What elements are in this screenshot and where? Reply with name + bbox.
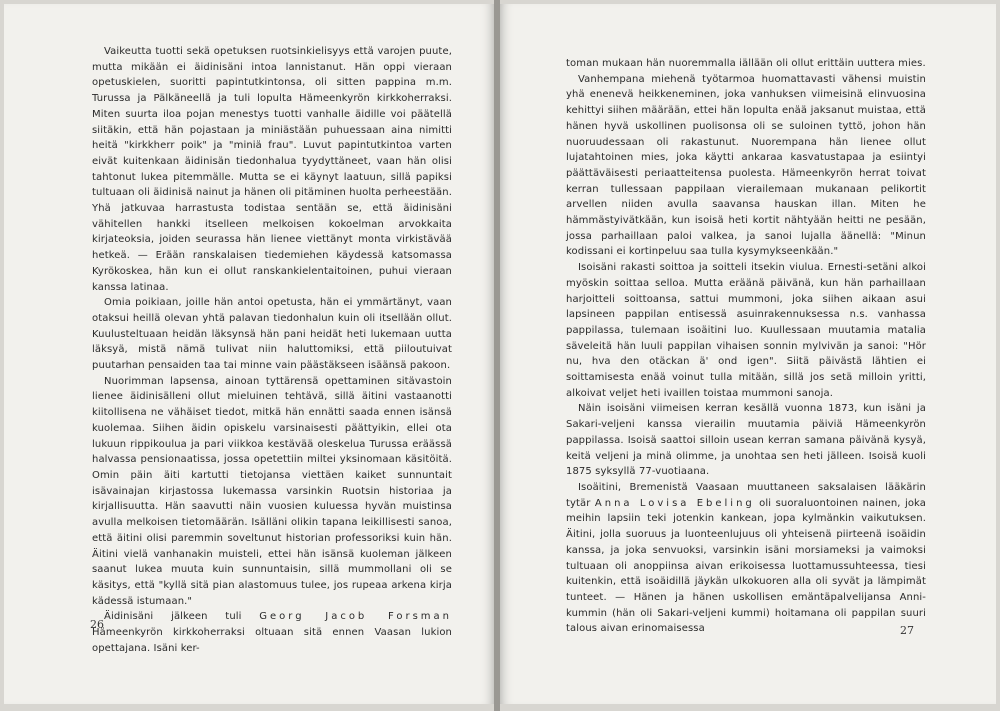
paragraph: [92, 609, 452, 656]
right-page: [500, 4, 996, 704]
left-page-text: [92, 44, 452, 656]
text-segment: Hämeenkyrön kirkkoherraksi oltuaan sitä ennen Vaasan lukion opettajana. Isäni ker-: [92, 627, 452, 654]
left-page: [4, 4, 494, 704]
person-name: Georg Jacob Forsman: [259, 611, 452, 623]
text-segment: oli suoraluontoinen nainen, joka meihin lapsiin teki jotenkin kankean, jopa kylmänkin vaikutuksen. Äitini, jolla suoruus ja luonteenlujuus oli yhteisenä piirteenä isoäidin kanssa, ja joka senvuoksi, varsinkin isäni morsiameksi ja vaimoksi tultuaan oli anoppiinsa aivan erikoisessa luottamussuhteessa, tiesi kuitenkin, että isoäidillä jäykän ulkokuoren alla oli syvät ja lämpimät tunteet. — Hänen ja hänen uskollisen emäntäpalvelijansa Anni-kummin (hän oli Sakari-veljeni kummi) hoitamana oli pappilan suuri talous aivan erinomaisessa: [566, 497, 926, 635]
text-segment: Isoäitini, Bremenistä Vaasaan muuttaneen saksalaisen lääkärin tytär: [566, 481, 926, 509]
page-number-left: 26: [90, 618, 104, 631]
paragraph: [566, 480, 926, 637]
paragraph: Vaikeutta tuotti sekä opetuksen ruotsinkielisyys että varojen puute, mutta mikään ei äidinisäni intoa lannistanut. Hän oppi vieraan opetuskielen, suoritti papintutkintonsa, oli sitten pappina m.m. Turussa ja Pälkäneellä ja tuli lopulta Hämeenkyrön kirkkoherraksi. Miten suurta iloa pojan menestys tuotti vanhalle äidille voi päätellä siitäkin, että hän pojastaan ja miniästään puhuessaan aina nimitti heitä "kirkkherr poik" ja "miniä frau". Luvut papintutkintoa varten eivät kuitenkaan äidinisän tiedonhalua tyydyttäneet, vaan hän olisi tahtonut lukea pitemmälle. Mutta se ei käynyt laatuun, sillä papiksi tultuaan oli äidinisä nainut ja hänen oli pitäminen huolta perheestään. Yhä jatkuvaa harrastusta todistaa sentään se, että äidinisäni vähitellen hankki itselleen melkoisen kokoelman arvokkaita kirjateoksia, joiden seurassa hän lienee viettänyt monta virkistävää hetkeä. — Erään ranskalaisen tiedemiehen käydessä katsomassa Kyrökoskea, hän kun ei ollut ranskankielentaitoinen, puhui vieraan kanssa latinaa.: [92, 46, 452, 293]
right-page-text: [566, 56, 926, 637]
text-segment: Äidinisäni jälkeen tuli: [104, 611, 260, 623]
paragraph: Omia poikiaan, joille hän antoi opetusta, hän ei ymmärtänyt, vaan otaksui heillä olevan yhtä palavan tiedonhalun kuin oli itsellään ollut. Kuulusteltuaan heidän läksynsä hän pani heidät heti lukemaan uutta läksyä, mistä nämä tulivat niin haluttomiksi, että piiloutuivat puutarhan pensaiden taa tai minne vain päästäkseen isäänsä pakoon.: [92, 297, 452, 372]
paragraph: Nuorimman lapsensa, ainoan tyttärensä opettaminen sitävastoin lienee äidinisälleni ollut mieluinen tehtävä, sillä äitini vastaanotti kiitollisena ne vähäiset tiedot, mitkä hän ennätti saada ennen isänsä kuolemaa. Siihen äidin opiskelu varsinaisesti päättyikin, ellei ota lukuun rippikoulua ja pari viikkoa kestävää oleskelua Turussa eräässä halvassa pensionaatissa, jossa opetettiin miltei yksinomaan käsitöitä. Omin päin äiti kartutti tietojansa viettäen kaiket sunnuntait isävainajan kirjastossa lukemassa varsinkin Ruotsin historiaa ja kirjallisuutta. Hän saavutti näin vuosien kuluessa hyvän muistinsa avulla melkoisen tietomäärän. Isälläni olikin tapana leikillisesti sanoa, että äitini olisi paremmin soveltunut historian professoriksi kuin hän. Äitini vielä vanhanakin muisteli, ettei hän isänsä kuoleman jälkeen saanut lukea muuta kuin sunnuntaisin, sillä mummollani oli se käsitys, että "kyllä sitä pian alastomuus tulee, jos rupeaa arkena kirja kädessä istumaan.": [92, 375, 452, 607]
paragraph: Isoisäni rakasti soittoa ja soitteli itsekin viulua. Ernesti-setäni alkoi myöskin soittaa selloa. Mutta eräänä päivänä, kun hän parhaillaan harjoitteli soittoansa, sattui mummoni, joka siihen aikaan asui lapsineen pappilan entisessä asuinrakennuksessa n.s. vanhassa pappilassa, tulemaan isoäitini luo. Kuullessaan muutamia matalia säveleitä hän luuli pappilan vihaisen sonnin mylvivän ja sanoi: "Hör nu, hva den otäckan ä' ond igen". Siitä päivästä lähtien ei soittamisesta enää voinut tulla mitään, sillä jos setä milloin yritti, alkoivat veljet heti ivaillen toistaa mummoni sanoja.: [566, 262, 926, 399]
paragraph: toman mukaan hän nuoremmalla iällään oli ollut erittäin uuttera mies.: [566, 58, 926, 69]
person-name: Anna Lovisa Ebeling: [594, 497, 755, 509]
page-number-right: 27: [900, 624, 914, 637]
paragraph: Näin isoisäni viimeisen kerran kesällä vuonna 1873, kun isäni ja Sakari-veljeni kanssa vierailin muutamia päiviä Hämeenkyrön pappilassa. Isoisä saattoi silloin usean kerran samana päivänä kysyä, keitä veljeni ja minä olimme, ja unohtaa sen heti jälleen. Isoisä kuoli 1875 syksyllä 77-vuotiaana.: [566, 403, 926, 478]
paragraph: Vanhempana miehenä työtarmoa huomattavasti vähensi muistin yhä enenevä heikkeneminen, joka vanhuksen viimeisinä elinvuosina kehittyi siihen määrään, ettei hän lopulta enää jaksanut muistaa, että hänen hyvä uskollinen puolisonsa oli se suloinen tyttö, johon hän nuoruudessaan oli rakastunut. Nuorempana hän lienee ollut lujatahtoinen mies, joka käytti ankaraa kasvatustapaa ja esiintyi päättäväisesti periaatteitensa puolesta. Hämeenkyrön herrat toivat kerran tullessaan pappilaan vierailemaan mukanaan pelikortit arvellen niiden avulla saavansa hauskan illan. Miten he hämmästyivätkään, kun isoisä heti kortit nähtyään heitti ne pesään, jossa parhaillaan paloi valkea, ja sanoi lujalla äänellä: "Minun kodissani ei kortinpeluu saa tulla kysymykseenkään.": [566, 73, 926, 258]
